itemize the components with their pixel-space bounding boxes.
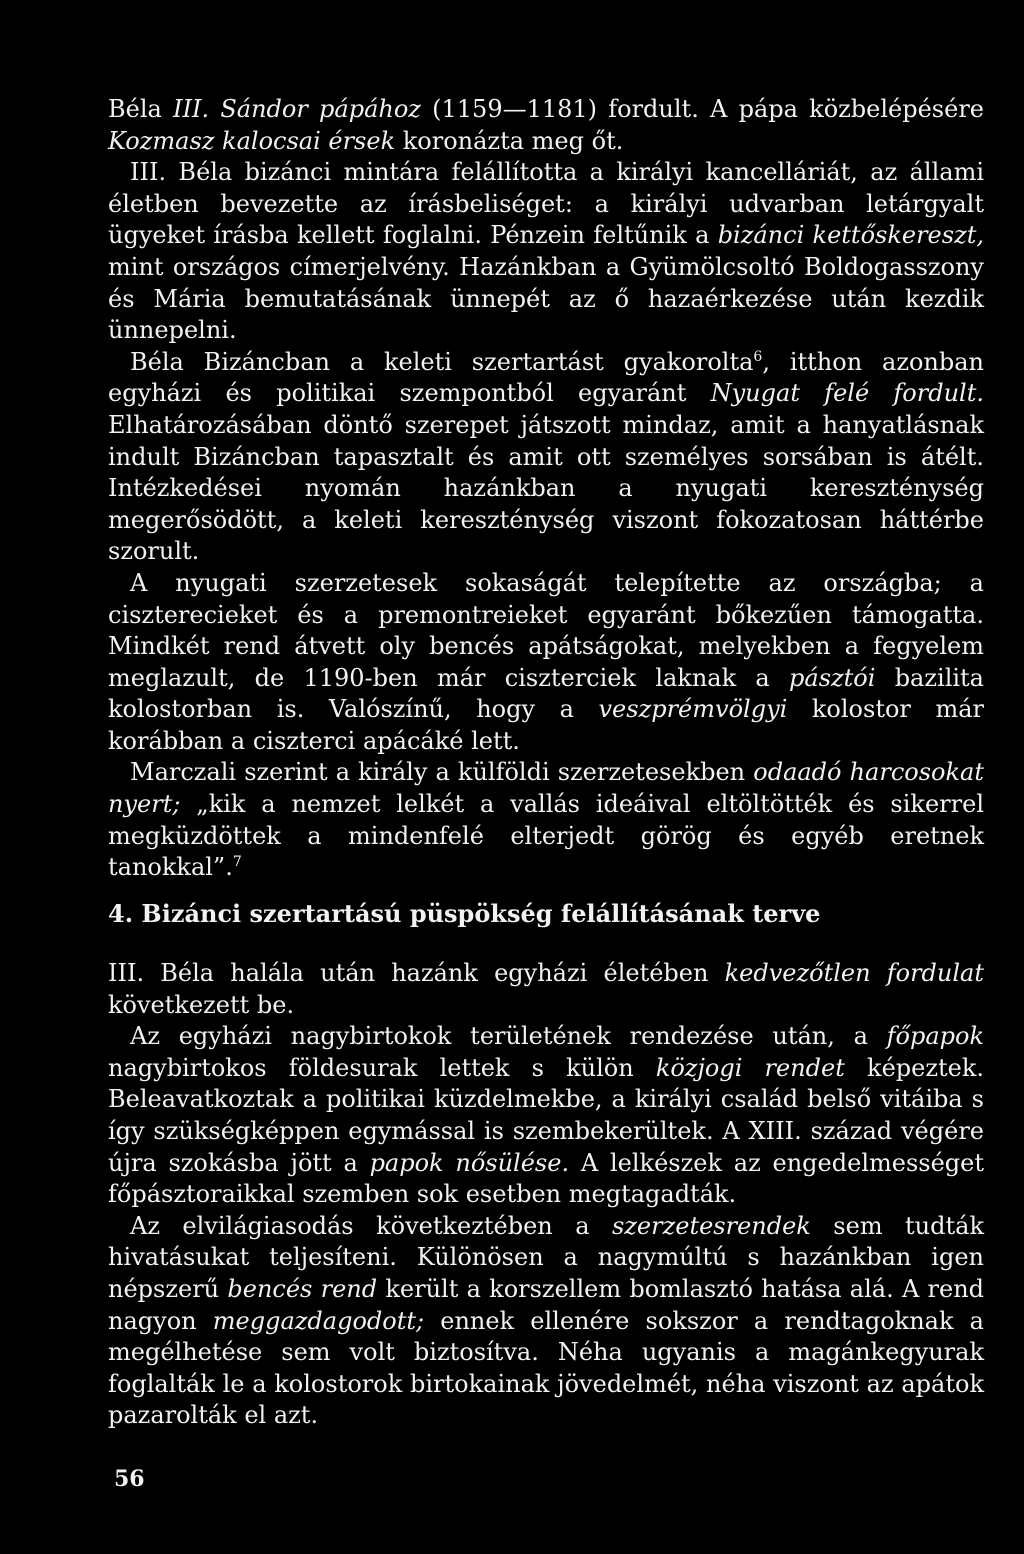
page-number: 56 — [114, 1466, 145, 1492]
paragraph-8: Az elvilágiasodás következtében a szerzetesrendek sem tudták hivatásukat teljesíteni. Különösen a nagymúltú s hazánkban igen népszerű bencés rend került a korszellem bomlasztó hatása alá. A rend nagyon meggazdagodott; ennek ellenére sokszor a rendtagoknak a megélhetése sem volt biztosítva. Néha ugyanis a magánkegyurak foglalták le a kolostorok birtokainak jövedelmét, néha viszont az apátok pazarolták el azt. — [108, 1211, 985, 1430]
paragraph-3: Béla Bizáncban a keleti szertartást gyakorolta$^6$, itthon azonban egyházi és politikai szempontból egyaránt Nyugat felé fordult. Elhatározásában döntő szerepet játszott mindaz, amit a hanyatlásnak indult Bizáncban tapasztalt és amit ott személyes sorsában is átélt. Intézkedései nyomán hazánkban a nyugati kereszténység megerősödött, a keleti kereszténység viszont fokozatosan háttérbe szorult. — [108, 347, 985, 566]
paragraph-2: III. Béla bizánci mintára felállította a királyi kancelláriát, az állami életben bevezette az írásbeliséget: a királyi udvarban letárgyalt ügyeket írásba kellett foglalni. Pénzein feltűnik a bizánci kettőskereszt, mint országos címerjelvény. Hazánkban a Gyümölcsoltó Boldogasszony és Mária bemutatásának ünnepét az ő hazaérkezése után kezdik ünnepelni. — [108, 158, 984, 345]
paragraph-7: Az egyházi nagybirtokok területének rendezése után, a főpapok nagybirtokos földesurak lettek s külön közjogi rendet képeztek. Beleavatkoztak a politikai küzdelmekbe, a királyi család belső vitáiba s így szükségképpen egymással is szembekerültek. A XIII. század végére újra szokásba jött a papok nősülése. A lelkészek az engedelmességet főpásztoraikkal szemben sok esetben megtagadták. — [108, 1022, 984, 1209]
paragraph-4: A nyugati szerzetesek sokaságát telepítette az országba; a ciszterecieket és a premontreieket egyaránt bőkezűen támogatta. Mindkét rend átvett oly bencés apátságokat, melyekben a fegyelem meglazult, de 1190-ben már ciszterciek laknak a pásztói bazilita kolostorban is. Valószínű, hogy a veszprémvölgyi kolostor már korábban a ciszterci apácáké lett. — [108, 568, 984, 755]
paragraph-1: Béla III. Sándor pápához (1159—1181) fordult. A pápa közbelépésére Kozmasz kalocsai érsek koronázta meg őt. — [108, 95, 984, 155]
footnote-ref-6: 6 — [753, 348, 763, 365]
paragraph-5: Marczali szerint a király a külföldi szerzetesekben odaadó harcosokat nyert; „kik a nemzet lelkét a vallás ideáival eltöltötték és sikerrel megküzdöttek a mindenfelé elterjedt görög és egyéb eretnek tanokkal”.$^7$ — [108, 758, 984, 882]
paragraph-6: III. Béla halála után hazánk egyházi életében kedvezőtlen fordulat következett be. — [108, 959, 985, 1019]
body-text-lower — [108, 958, 984, 1432]
section-heading: 4. Bizánci szertartású püspökség felállításának terve — [108, 899, 821, 928]
body-text-upper — [108, 94, 984, 884]
footnote-ref-7: 7 — [232, 854, 242, 871]
